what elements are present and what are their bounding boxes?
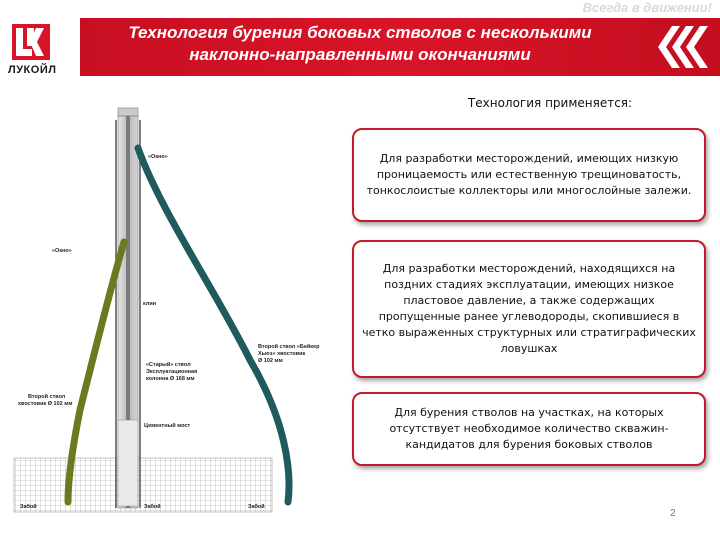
usage-box-3-text: Для бурения стволов на участках, на которых отсутствует необходимое количество скважин-кандидатов для бурения боковых стволов <box>389 406 669 451</box>
label-zaboi-2: Забой <box>144 504 161 510</box>
usage-box-2 <box>352 240 706 378</box>
label-okno-left: «Окно» <box>52 248 72 254</box>
usage-box-1 <box>352 128 706 222</box>
label-zaboi-1: Забой <box>20 504 37 510</box>
well-diagram <box>0 90 345 540</box>
formation-layer <box>14 458 272 512</box>
label-second-right-2: Хьюз» хвостовик <box>258 351 306 357</box>
label-okno-right: «Окно» <box>148 154 168 160</box>
chevrons-icon <box>648 22 712 72</box>
usage-box-2-text: Для разработки месторождений, находящихся на поздних стадиях эксплуатации, имеющих низкое пластовое давление, а также содержащих пропущенные ранее углеводороды, скопившиеся в четко выраженных структурных или стратиграфических ловушках <box>362 262 696 355</box>
page-title <box>80 22 640 66</box>
teal-branch <box>138 148 289 502</box>
tagline: Всегда в движении! <box>582 0 712 15</box>
title-line-2: наклонно-направленными окончаниями <box>189 45 531 64</box>
label-zaboi-3: Забой <box>248 504 265 510</box>
label-second-right-1: Второй ствол «Бейкер <box>258 344 320 350</box>
title-line-1: Технология бурения боковых стволов с несколькими <box>128 23 592 42</box>
casing-column <box>116 108 140 508</box>
label-cement-bridge: Цементный мост <box>144 423 191 429</box>
label-klin: клин <box>143 301 157 307</box>
page-number: 2 <box>670 508 676 519</box>
logo-text: ЛУКОЙЛ <box>8 64 57 76</box>
usage-box-3 <box>352 392 706 466</box>
applies-heading: Технология применяется: <box>467 96 633 110</box>
usage-box-1-text: Для разработки месторождений, имеющих низкую проницаемость или естественную трещиноватость, тонкослоистые коллекторы или многослойные залежи. <box>366 152 692 197</box>
label-old-stvol-1: «Старый» ствол <box>146 362 191 368</box>
label-old-stvol-3: колонна Ø 168 мм <box>146 376 195 382</box>
label-old-stvol-2: Эксплуатационная <box>146 369 198 375</box>
label-second-right-3: Ø 102 мм <box>258 358 283 364</box>
label-second-left-2: хвостовик Ø 102 мм <box>18 401 73 407</box>
label-second-left-1: Второй ствол <box>28 394 66 400</box>
